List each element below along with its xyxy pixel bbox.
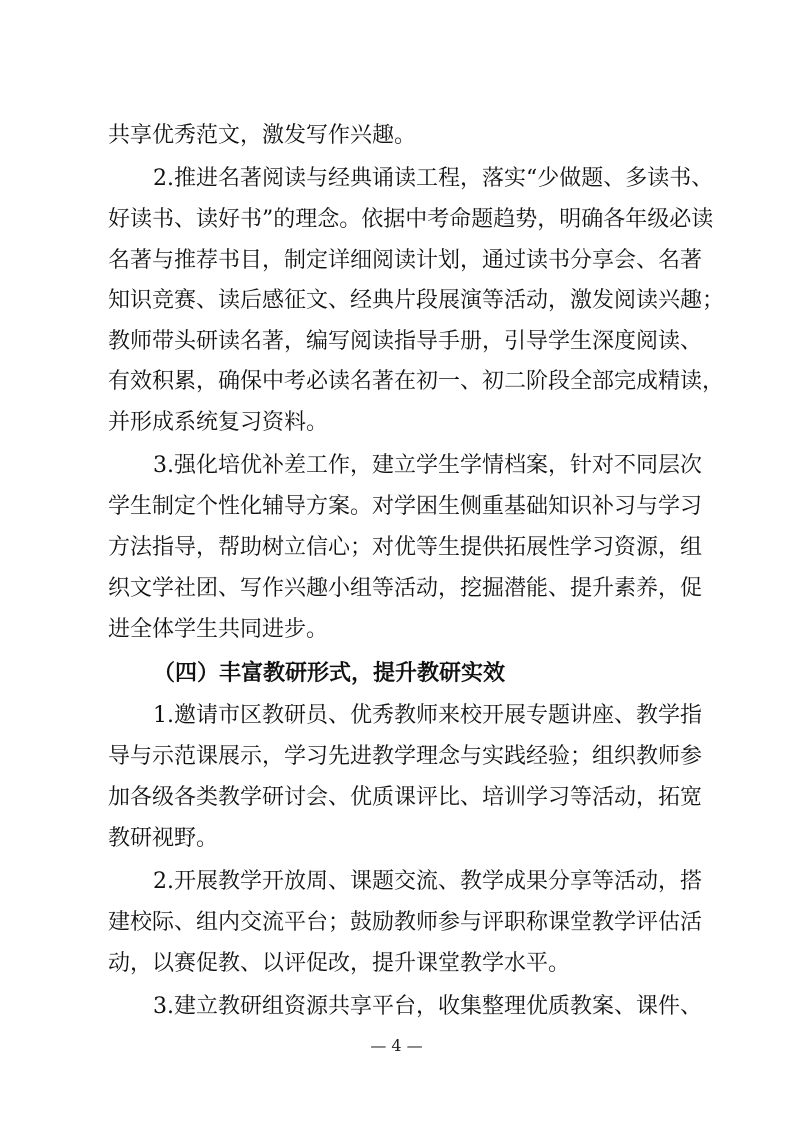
paragraph-line: 教师带头研读名著，编写阅读指导手册，引导学生深度阅读、 bbox=[108, 329, 703, 354]
paragraph-line: 2.开展教学开放周、课题交流、教学成果分享等活动，搭 bbox=[153, 869, 702, 894]
paragraph-line: 3.强化培优补差工作，建立学生学情档案，针对不同层次 bbox=[153, 453, 702, 478]
page-number: — 4 — bbox=[370, 1036, 423, 1055]
paragraph-line: 织文学社团、写作兴趣小组等活动，挖掘潜能、提升素养，促 bbox=[108, 576, 703, 601]
paragraph-line: 并形成系统复习资料。 bbox=[108, 410, 329, 435]
paragraph-line: 有效积累，确保中考必读名著在初一、初二阶段全部完成精读， bbox=[108, 369, 725, 394]
paragraph-line: 1.邀请市区教研员、优秀教师来校开展专题讲座、教学指 bbox=[153, 703, 702, 728]
paragraph-line: 知识竞赛、读后感征文、经典片段展演等活动，激发阅读兴趣； bbox=[108, 288, 725, 313]
section-heading: （四）丰富教研形式，提升教研实效 bbox=[153, 660, 506, 686]
paragraph-line: 名著与推荐书目，制定详细阅读计划，通过读书分享会、名著 bbox=[108, 248, 703, 273]
paragraph-line: 进全体学生共同进步。 bbox=[108, 617, 329, 642]
paragraph-line: 2.推进名著阅读与经典诵读工程，落实“少做题、多读书、 bbox=[153, 166, 714, 191]
paragraph-line: 共享优秀范文，激发写作兴趣。 bbox=[108, 123, 417, 148]
paragraph-line: 动，以赛促教、以评促改，提升课堂教学水平。 bbox=[108, 951, 571, 976]
paragraph-line: 3.建立教研组资源共享平台，收集整理优质教案、课件、 bbox=[153, 994, 702, 1019]
paragraph-line: 教研视野。 bbox=[108, 826, 219, 851]
paragraph-line: 好读书、读好书”的理念。依据中考命题趋势，明确各年级必读 bbox=[108, 207, 714, 232]
paragraph-line: 导与示范课展示，学习先进教学理念与实践经验；组织教师参 bbox=[108, 744, 703, 769]
paragraph-line: 学生制定个性化辅导方案。对学困生侧重基础知识补习与学习 bbox=[108, 494, 703, 519]
paragraph-line: 建校际、组内交流平台；鼓励教师参与评职称课堂教学评估活 bbox=[108, 910, 703, 935]
paragraph-line: 加各级各类教学研讨会、优质课评比、培训学习等活动，拓宽 bbox=[108, 785, 703, 810]
paragraph-line: 方法指导，帮助树立信心；对优等生提供拓展性学习资源，组 bbox=[108, 535, 703, 560]
